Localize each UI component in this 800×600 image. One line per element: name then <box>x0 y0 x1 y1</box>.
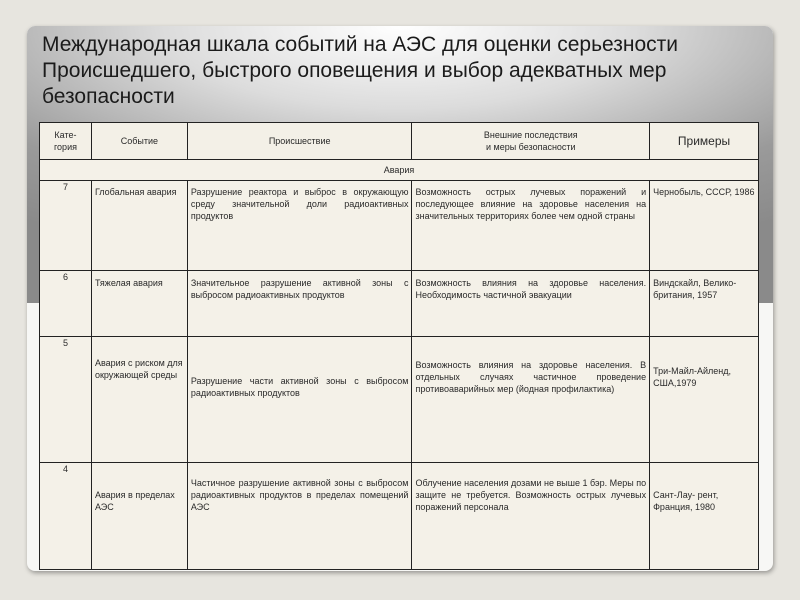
row-incident: Разрушение части активной зоны с выбросом радиоактивных продуктов <box>187 337 412 463</box>
row-category: 7 <box>40 181 92 271</box>
events-table-container <box>39 122 759 570</box>
header-examples: Примеры <box>650 123 759 160</box>
table-row <box>40 463 759 570</box>
row-category: 5 <box>40 337 92 463</box>
row-category: 4 <box>40 463 92 570</box>
row-event: Тяжелая авария <box>91 271 187 337</box>
row-consequences: Возможность острых лучевых поражений и последующее влияние на здоровье населения на значительных территориях более чем одной страны <box>412 181 650 271</box>
row-incident: Разрушение реактора и выброс в окружающую среду значительной доли радиоактивных продуктов <box>187 181 412 271</box>
table-row <box>40 337 759 463</box>
slide <box>27 26 773 571</box>
section-label: Авария <box>40 160 759 181</box>
row-consequences: Возможность влияния на здоровье населения. В отдельных случаях частичное проведение противоаварийных мер (йодная профилактика) <box>412 337 650 463</box>
row-examples: Три-Майл-Айленд, США,1979 <box>650 337 759 463</box>
row-category: 6 <box>40 271 92 337</box>
row-examples: Сант-Лау- рент, Франция, 1980 <box>650 463 759 570</box>
header-category: Кате- гория <box>40 123 92 160</box>
header-incident: Происшествие <box>187 123 412 160</box>
table-row <box>40 181 759 271</box>
slide-title: Международная шкала событий на АЭС для оценки серьезности Происшедшего, быстрого оповещения и выбор адекватных мер безопасности <box>42 33 679 108</box>
row-consequences: Возможность влияния на здоровье населения. Необходимость частичной эвакуации <box>412 271 650 337</box>
header-event: Событие <box>91 123 187 160</box>
row-event: Авария с риском для окружающей среды <box>91 337 187 463</box>
table-row <box>40 271 759 337</box>
row-examples: Чернобыль, СССР, 1986 <box>650 181 759 271</box>
header-consequences: Внешние последствия и меры безопасности <box>412 123 650 160</box>
row-event: Глобальная авария <box>91 181 187 271</box>
row-consequences: Облучение населения дозами не выше 1 бэр. Меры по защите не требуется. Возможность острых лучевых поражений персонала <box>412 463 650 570</box>
section-row <box>40 160 759 181</box>
events-table <box>39 122 759 570</box>
row-examples: Виндскайл, Велико-британия, 1957 <box>650 271 759 337</box>
row-incident: Частичное разрушение активной зоны с выбросом радиоактивных продуктов в пределах помещений АЭС <box>187 463 412 570</box>
row-incident: Значительное разрушение активной зоны с выбросом радиоактивных продуктов <box>187 271 412 337</box>
row-event: Авария в пределах АЭС <box>91 463 187 570</box>
table-header-row <box>40 123 759 160</box>
